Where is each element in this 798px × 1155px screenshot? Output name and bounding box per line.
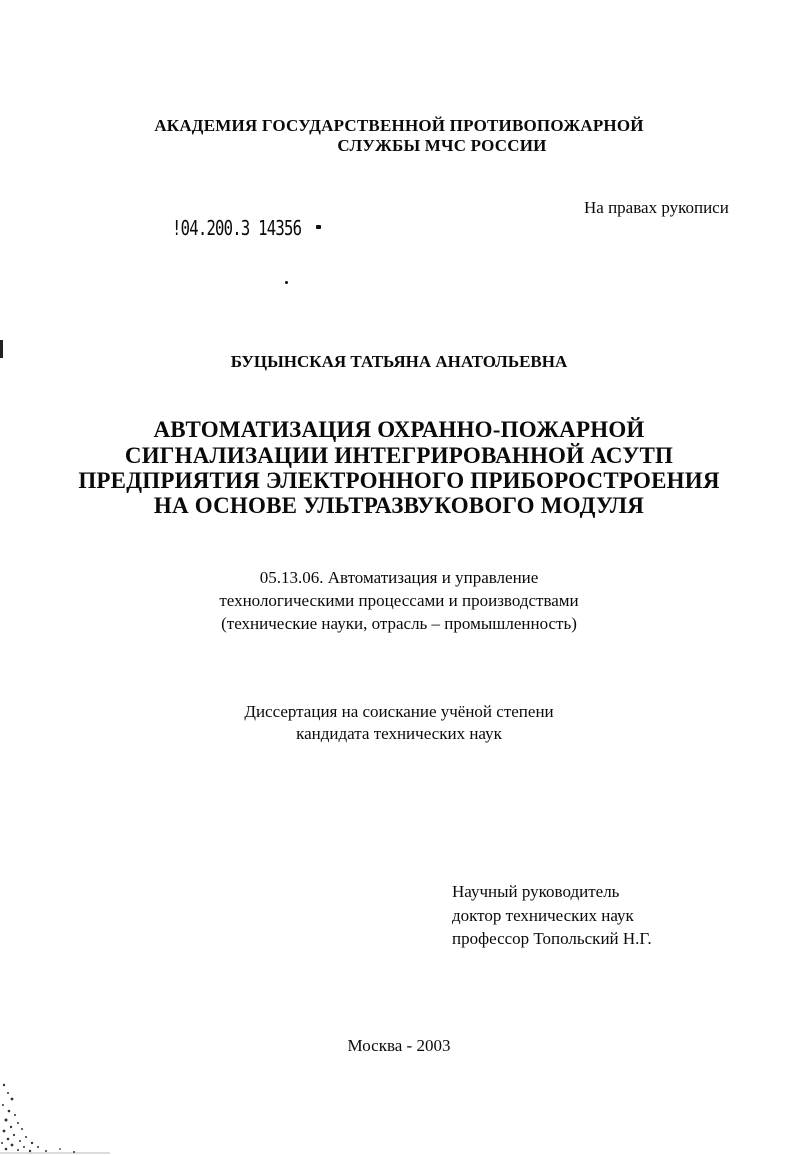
scan-edge-mark bbox=[0, 340, 3, 358]
supervisor-role: Научный руководитель bbox=[452, 882, 620, 901]
supervisor-degree: доктор технических наук bbox=[452, 906, 634, 925]
supervisor-name: профессор Топольский Н.Г. bbox=[452, 929, 652, 948]
author-name: БУЦЫНСКАЯ ТАТЬЯНА АНАТОЛЬЕВНА bbox=[230, 352, 568, 371]
dissertation-title-line3: ПРЕДПРИЯТИЯ ЭЛЕКТРОННОГО ПРИБОРОСТРОЕНИЯ bbox=[78, 468, 720, 493]
stamp-dash-mark bbox=[316, 225, 321, 229]
specialty-line3: (технические науки, отрасль – промышленность) bbox=[221, 614, 577, 633]
degree-line1: Диссертация на соискание учёной степени bbox=[244, 702, 554, 721]
registration-stamp-number: !04.200.3 14356 bbox=[172, 216, 302, 240]
specialty-code-line: 05.13.06. Автоматизация и управление bbox=[259, 568, 539, 587]
institution-name-line1: АКАДЕМИЯ ГОСУДАРСТВЕННОЙ ПРОТИВОПОЖАРНОЙ bbox=[154, 116, 644, 135]
institution-name-line2: СЛУЖБЫ МЧС РОССИИ bbox=[337, 136, 547, 155]
degree-line2: кандидата технических наук bbox=[296, 724, 502, 743]
scan-speck bbox=[285, 281, 288, 284]
dissertation-title-line1: АВТОМАТИЗАЦИЯ ОХРАННО-ПОЖАРНОЙ bbox=[153, 417, 645, 442]
dissertation-title-line2: СИГНАЛИЗАЦИИ ИНТЕГРИРОВАННОЙ АСУТП bbox=[124, 443, 674, 468]
specialty-line2: технологическими процессами и производствами bbox=[219, 591, 579, 610]
dissertation-title-line4: НА ОСНОВЕ УЛЬТРАЗВУКОВОГО МОДУЛЯ bbox=[153, 493, 645, 518]
manuscript-rights-note: На правах рукописи bbox=[584, 198, 729, 217]
city-year: Москва - 2003 bbox=[347, 1036, 451, 1055]
scan-noise-corner bbox=[0, 1065, 120, 1155]
